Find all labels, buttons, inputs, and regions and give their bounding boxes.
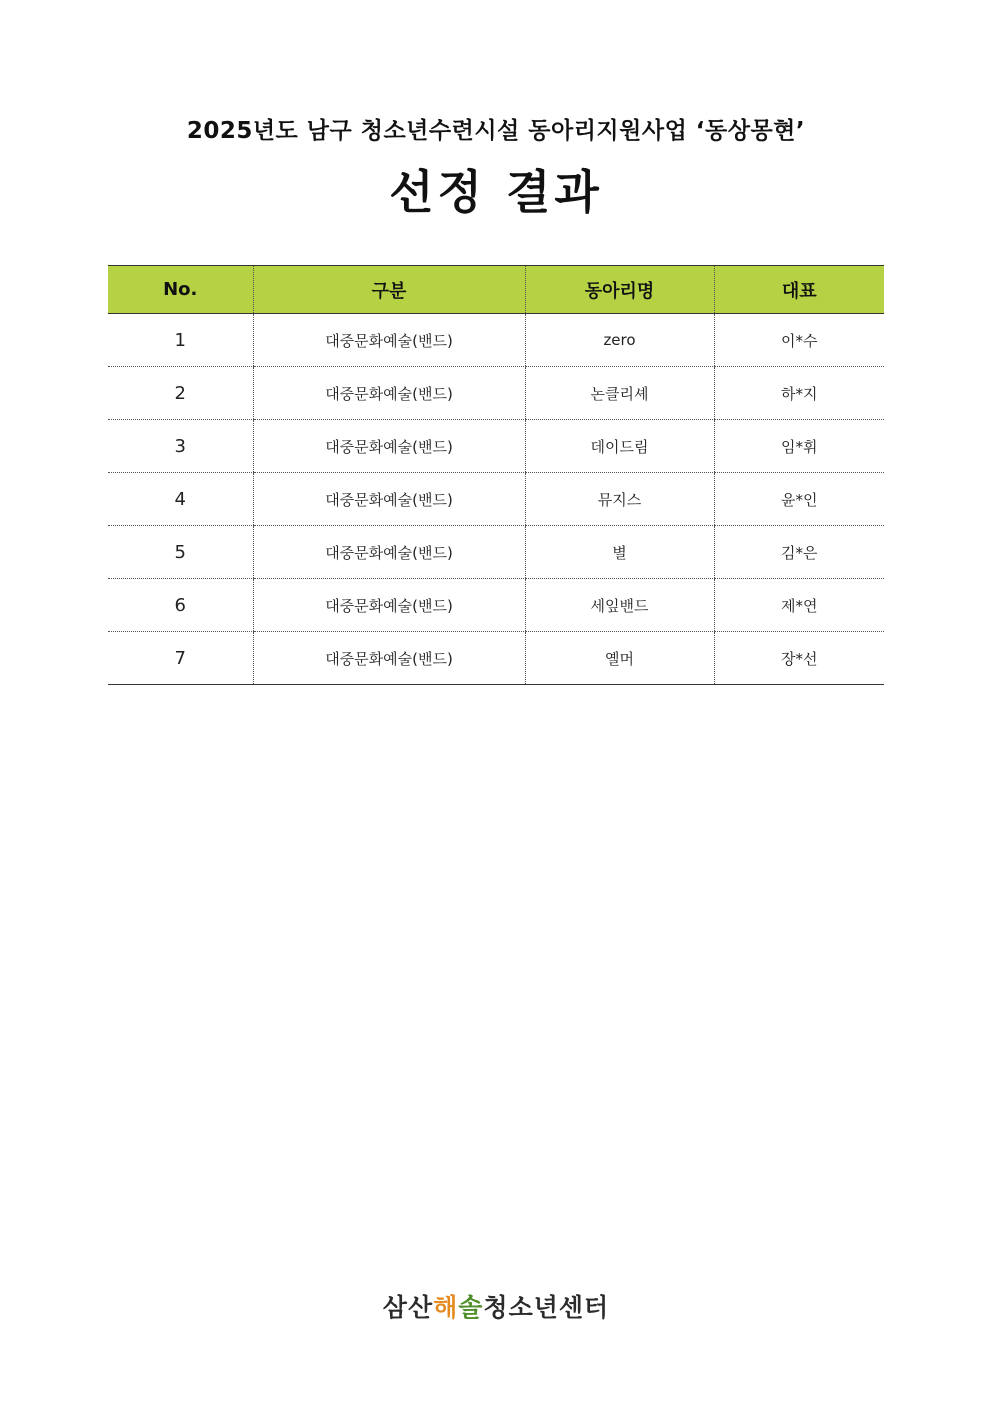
table-row	[108, 367, 884, 420]
table-row	[108, 314, 884, 367]
row-category: 대중문화예술(밴드)	[253, 473, 525, 526]
column-header-category: 구분	[253, 266, 525, 314]
logo-text-sol: 솔	[458, 1293, 484, 1322]
table-row	[108, 473, 884, 526]
row-leader: 임*휘	[714, 420, 884, 473]
row-club-name: zero	[525, 314, 714, 367]
row-category: 대중문화예술(밴드)	[253, 314, 525, 367]
page-title: 선정 결과	[389, 165, 603, 219]
row-number: 3	[108, 420, 253, 473]
table-row	[108, 420, 884, 473]
row-leader: 윤*인	[714, 473, 884, 526]
column-header-club-name: 동아리명	[525, 266, 714, 314]
table-row	[108, 526, 884, 579]
row-category: 대중문화예술(밴드)	[253, 526, 525, 579]
row-club-name: 뮤지스	[525, 473, 714, 526]
table-row	[108, 579, 884, 632]
row-club-name: 세잎밴드	[525, 579, 714, 632]
row-number: 1	[108, 314, 253, 367]
row-club-name: 데이드림	[525, 420, 714, 473]
row-club-name: 논클리셰	[525, 367, 714, 420]
table-header-row	[108, 266, 884, 314]
row-leader: 장*선	[714, 632, 884, 685]
row-category: 대중문화예술(밴드)	[253, 632, 525, 685]
row-number: 6	[108, 579, 253, 632]
center-logo	[0, 1288, 992, 1324]
logo-text-hae: 해	[433, 1293, 459, 1322]
column-header-no: No.	[108, 266, 253, 314]
row-number: 5	[108, 526, 253, 579]
row-club-name: 옐머	[525, 632, 714, 685]
row-number: 2	[108, 367, 253, 420]
row-leader: 김*은	[714, 526, 884, 579]
column-header-leader: 대표	[714, 266, 884, 314]
row-category: 대중문화예술(밴드)	[253, 579, 525, 632]
table-row	[108, 632, 884, 685]
row-leader: 하*지	[714, 367, 884, 420]
row-category: 대중문화예술(밴드)	[253, 420, 525, 473]
row-leader: 이*수	[714, 314, 884, 367]
logo-text-youth-center: 청소년센터	[483, 1293, 610, 1322]
row-club-name: 별	[525, 526, 714, 579]
selection-result-table	[108, 265, 884, 685]
row-number: 7	[108, 632, 253, 685]
logo-text-samsan: 삼산	[382, 1293, 434, 1322]
page-subtitle: 2025년도 남구 청소년수련시설 동아리지원사업 ‘동상몽현’	[186, 118, 806, 144]
row-category: 대중문화예술(밴드)	[253, 367, 525, 420]
row-number: 4	[108, 473, 253, 526]
row-leader: 제*연	[714, 579, 884, 632]
